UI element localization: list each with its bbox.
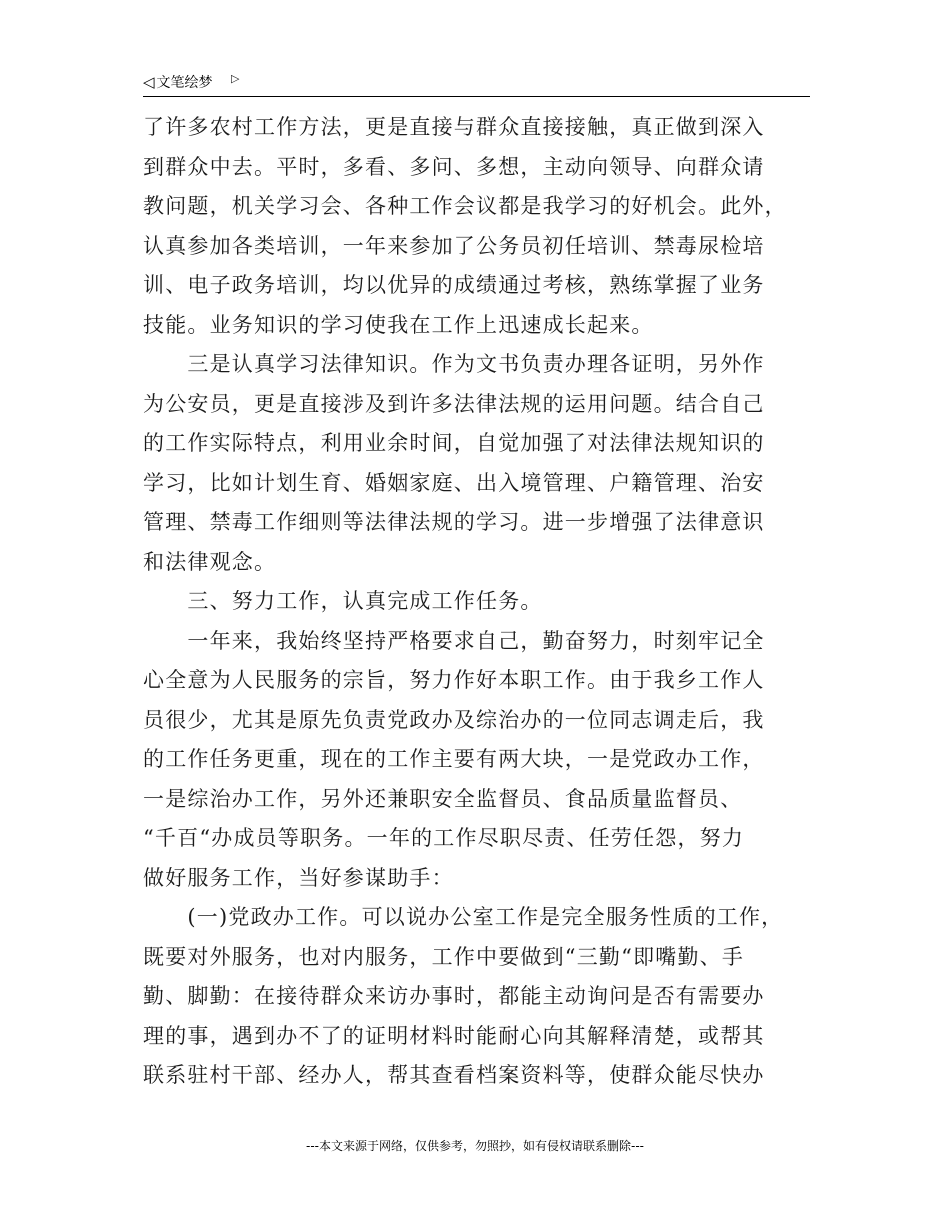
text-line: 勤、脚勤：在接待群众来访办事时，都能主动询问是否有需要办 bbox=[143, 984, 765, 1008]
text-line: 训、电子政务培训，均以优异的成绩通过考核，熟练掌握了业务 bbox=[143, 273, 765, 297]
footer-disclaimer: ---本文来源于网络，仅供参考，勿照抄，如有侵权请联系删除--- bbox=[306, 1139, 644, 1153]
text-line: 理的事，遇到办不了的证明材料时能耐心向其解释清楚，或帮其 bbox=[143, 1023, 765, 1048]
text-line: 的工作任务更重，现在的工作主要有两大块，一是党政办工作， bbox=[143, 747, 765, 771]
text-line: 到群众中去。平时，多看、多问、多想，主动向领导、向群众请 bbox=[143, 154, 765, 179]
text-line: 三是认真学习法律知识。作为文书负责办理各证明，另外作 bbox=[143, 352, 765, 376]
triangle-right-icon: ▷ bbox=[231, 72, 240, 85]
text-line: 学习，比如计划生育、婚姻家庭、出入境管理、户籍管理、治安 bbox=[143, 470, 765, 495]
text-line: 了许多农村工作方法，更是直接与群众直接接触，真正做到深入 bbox=[143, 115, 765, 139]
text-line: 联系驻村干部、经办人，帮其查看档案资料等，使群众能尽快办 bbox=[143, 1063, 765, 1087]
text-line: 认真参加各类培训，一年来参加了公务员初任培训、禁毒尿检培 bbox=[143, 233, 765, 258]
header-title: 文笔绘梦 bbox=[156, 75, 213, 91]
text-line: 既要对外服务，也对内服务，工作中要做到“三勤“即嘴勤、手 bbox=[143, 944, 745, 969]
text-line: 员很少，尤其是原先负责党政办及综治办的一位同志调走后，我 bbox=[143, 707, 765, 732]
text-line: 心全意为人民服务的宗旨，努力作好本职工作。由于我乡工作人 bbox=[143, 668, 765, 692]
text-line: 教问题，机关学习会、各种工作会议都是我学习的好机会。此外， bbox=[143, 194, 787, 218]
text-line: 一年来，我始终坚持严格要求自己，勤奋努力，时刻牢记全 bbox=[143, 628, 765, 653]
text-line: 技能。业务知识的学习使我在工作上迅速成长起来。 bbox=[143, 312, 654, 337]
text-line: “千百“办成员等职务。一年的工作尽职尽责、任劳任怨，努力 bbox=[143, 826, 745, 850]
text-line: 一是综治办工作，另外还兼职安全监督员、食品质量监督员、 bbox=[143, 786, 743, 811]
text-line: 三、努力工作，认真完成工作任务。 bbox=[143, 589, 543, 613]
text-line: 为公安员，更是直接涉及到许多法律法规的运用问题。结合自己 bbox=[143, 391, 765, 416]
text-line: (一)党政办工作。可以说办公室工作是完全服务性质的工作， bbox=[143, 905, 784, 929]
text-line: 的工作实际特点，利用业余时间，自觉加强了对法律法规知识的 bbox=[143, 431, 765, 455]
document-body bbox=[143, 108, 810, 1096]
text-line: 管理、禁毒工作细则等法律法规的学习。进一步增强了法律意识 bbox=[143, 510, 765, 534]
header-brand bbox=[143, 72, 213, 92]
text-line: 做好服务工作，当好参谋助手： bbox=[143, 865, 454, 890]
text-line: 和法律观念。 bbox=[143, 549, 277, 574]
triangle-left-icon: ◁ bbox=[143, 73, 155, 91]
page-header bbox=[143, 70, 810, 97]
